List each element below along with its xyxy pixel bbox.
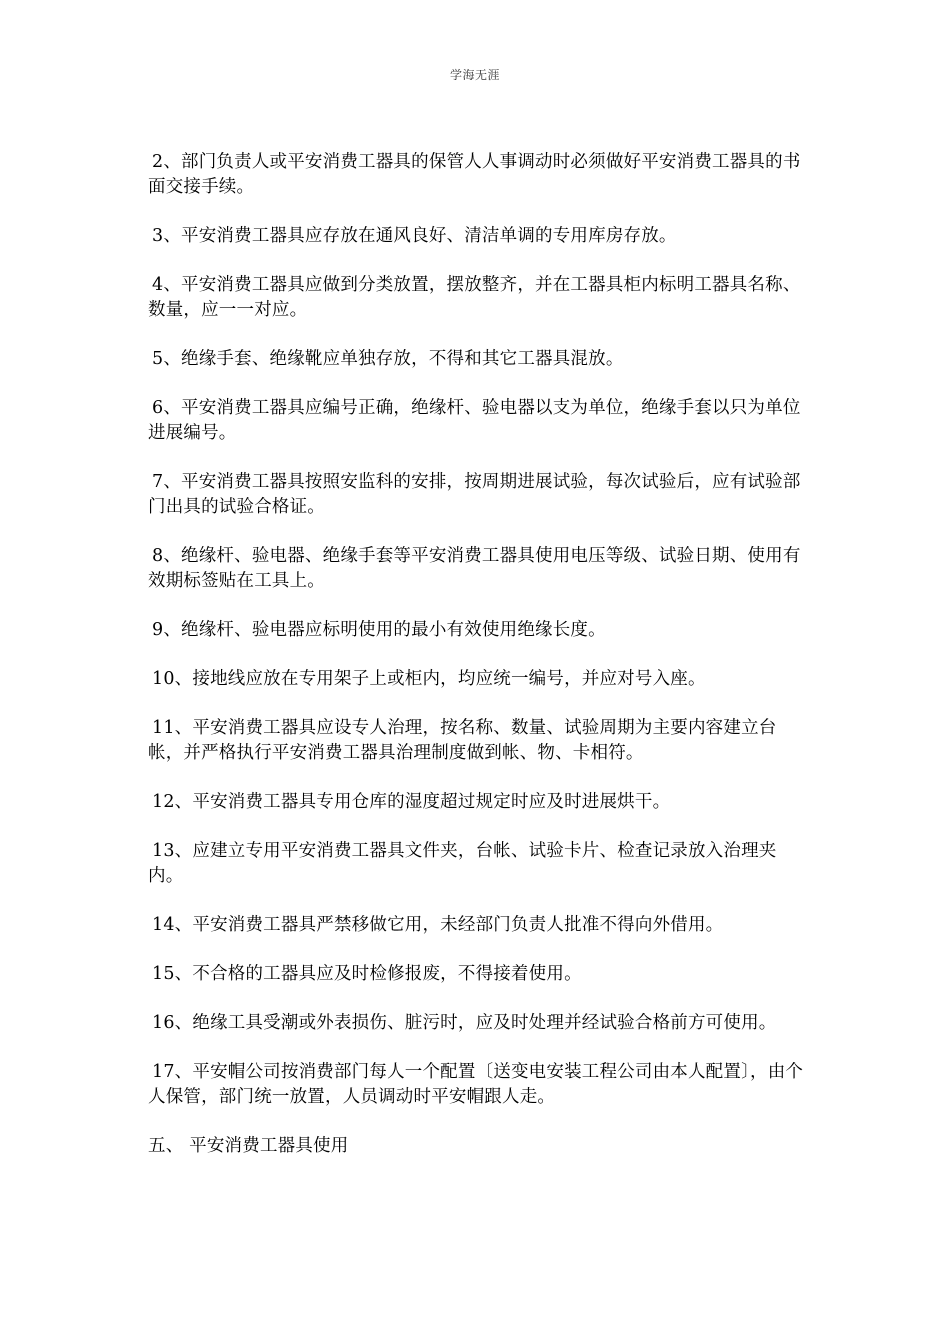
- paragraph-item-6: [148, 396, 810, 446]
- paragraph-item-4: [148, 273, 810, 323]
- paragraph-text: 4、平安消费工器具应做到分类放置，摆放整齐，并在工器具柜内标明工器具名称、数量，应一一对应。: [148, 275, 801, 320]
- paragraph-item-11: [148, 716, 810, 766]
- paragraph-text: 12、平安消费工器具专用仓库的湿度超过规定时应及时进展烘干。: [152, 792, 671, 812]
- paragraph-text: 10、接地线应放在专用架子上或柜内，均应统一编号，并应对号入座。: [152, 669, 706, 689]
- paragraph-text: 15、不合格的工器具应及时检修报废，不得接着使用。: [152, 964, 582, 984]
- paragraph-text: 14、平安消费工器具严禁移做它用，未经部门负责人批准不得向外借用。: [152, 915, 724, 935]
- document-body: [148, 150, 810, 1159]
- paragraph-item-8: [148, 544, 810, 594]
- paragraph-text: 2、部门负责人或平安消费工器具的保管人人事调动时必须做好平安消费工器具的书面交接手续。: [148, 152, 801, 197]
- paragraph-text: 9、绝缘杆、验电器应标明使用的最小有效使用绝缘长度。: [152, 620, 606, 640]
- paragraph-text: 16、绝缘工具受潮或外表损伤、脏污时，应及时处理并经试验合格前方可使用。: [152, 1013, 777, 1033]
- paragraph-text: 13、应建立专用平安消费工器具文件夹，台帐、试验卡片、检查记录放入治理夹内。: [148, 841, 777, 886]
- paragraph-text: 7、平安消费工器具按照安监科的安排，按周期进展试验，每次试验后，应有试验部门出具的试验合格证。: [148, 472, 801, 517]
- paragraph-item-5: [148, 347, 810, 372]
- paragraph-item-13: [148, 839, 810, 889]
- paragraph-item-16: [148, 1011, 810, 1036]
- paragraph-item-9: [148, 618, 810, 643]
- page-header: 学海无涯: [449, 68, 500, 82]
- paragraph-text: 3、平安消费工器具应存放在通风良好、清洁单调的专用库房存放。: [152, 226, 677, 246]
- paragraph-text: 5、绝缘手套、绝缘靴应单独存放，不得和其它工器具混放。: [152, 349, 624, 369]
- paragraph-item-12: [148, 790, 810, 815]
- paragraph-item-15: [148, 962, 810, 987]
- section-heading-text: 五、 平安消费工器具使用: [148, 1136, 349, 1156]
- paragraph-item-3: [148, 224, 810, 249]
- paragraph-text: 11、平安消费工器具应设专人治理，按名称、数量、试验周期为主要内容建立台帐，并严格执行平安消费工器具治理制度做到帐、物、卡相符。: [148, 718, 777, 763]
- paragraph-text: 6、平安消费工器具应编号正确，绝缘杆、验电器以支为单位，绝缘手套以只为单位进展编号。: [148, 398, 801, 443]
- paragraph-item-7: [148, 470, 810, 520]
- paragraph-item-10: [148, 667, 810, 692]
- section-heading: [148, 1134, 810, 1159]
- paragraph-item-14: [148, 913, 810, 938]
- paragraph-text: 8、绝缘杆、验电器、绝缘手套等平安消费工器具使用电压等级、试验日期、使用有效期标签贴在工具上。: [148, 546, 801, 591]
- paragraph-item-2: [148, 150, 810, 200]
- paragraph-text: 17、平安帽公司按消费部门每人一个配置〔送变电安装工程公司由本人配置〕，由个人保管，部门统一放置，人员调动时平安帽跟人走。: [148, 1062, 804, 1107]
- paragraph-item-17: [148, 1060, 810, 1110]
